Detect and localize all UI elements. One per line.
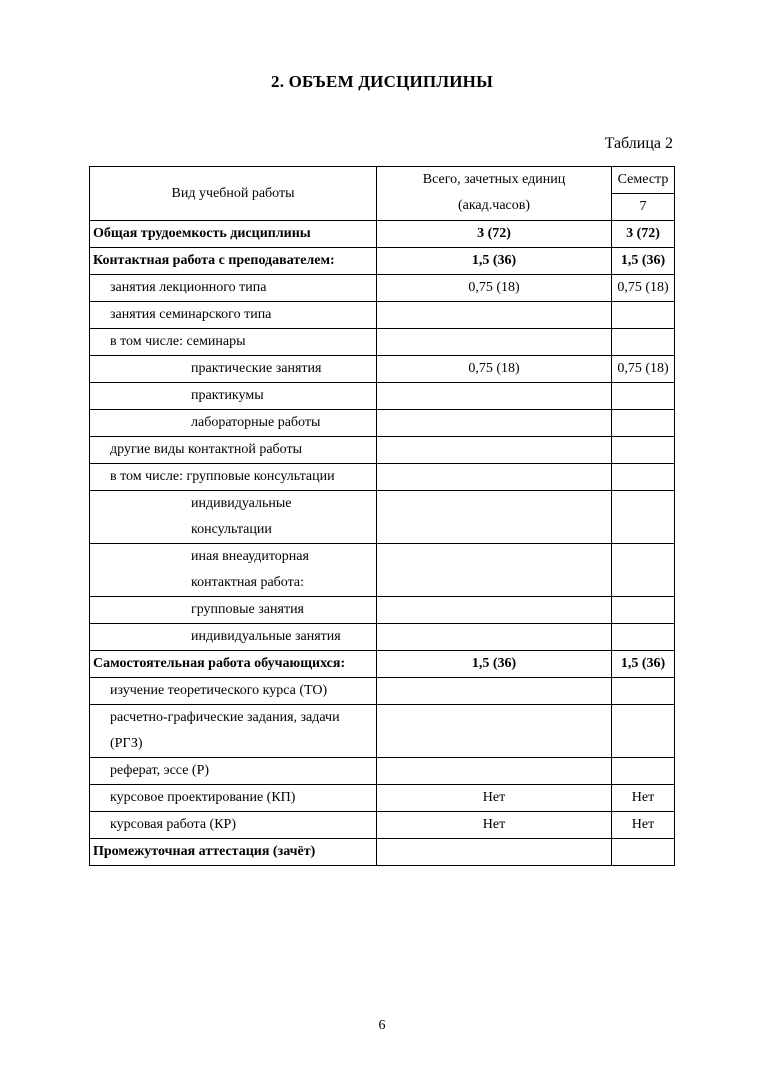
row-label	[90, 544, 377, 597]
table-row	[90, 248, 675, 275]
table-row	[90, 624, 675, 651]
table-row	[90, 329, 675, 356]
table-row	[90, 705, 675, 758]
row-semester	[612, 624, 675, 651]
row-total	[377, 437, 612, 464]
table-label: Таблица 2	[604, 135, 673, 152]
table-row	[90, 410, 675, 437]
row-total	[377, 302, 612, 329]
header-semester: Семестр	[612, 167, 675, 194]
row-label: Самостоятельная работа обучающихся:	[90, 651, 377, 678]
table-row	[90, 356, 675, 383]
row-total: 0,75 (18)	[377, 356, 612, 383]
row-total	[377, 758, 612, 785]
row-label: практические занятия	[90, 356, 377, 383]
row-semester	[612, 678, 675, 705]
table-row	[90, 302, 675, 329]
row-semester	[612, 437, 675, 464]
table-row	[90, 812, 675, 839]
row-total: 0,75 (18)	[377, 275, 612, 302]
row-label: лабораторные работы	[90, 410, 377, 437]
row-total	[377, 464, 612, 491]
page-title: 2. ОБЪЕМ ДИСЦИПЛИНЫ	[271, 72, 493, 91]
row-label: занятия семинарского типа	[90, 302, 377, 329]
table-row	[90, 597, 675, 624]
row-label: курсовая работа (КР)	[90, 812, 377, 839]
row-label	[90, 491, 377, 544]
row-label: в том числе: семинары	[90, 329, 377, 356]
row-total: Нет	[377, 812, 612, 839]
table-row	[90, 275, 675, 302]
row-total: 1,5 (36)	[377, 651, 612, 678]
row-semester	[612, 839, 675, 866]
row-semester: Нет	[612, 785, 675, 812]
row-semester: 1,5 (36)	[612, 248, 675, 275]
row-semester: Нет	[612, 812, 675, 839]
table-row	[90, 437, 675, 464]
row-semester: 1,5 (36)	[612, 651, 675, 678]
table-row	[90, 544, 675, 597]
header-total-line2: (акад.часов)	[457, 198, 531, 213]
row-semester: 0,75 (18)	[612, 275, 675, 302]
table-row	[90, 839, 675, 866]
row-semester	[612, 302, 675, 329]
row-total	[377, 329, 612, 356]
row-semester	[612, 464, 675, 491]
table-row	[90, 491, 675, 544]
row-total	[377, 705, 612, 758]
table-row	[90, 651, 675, 678]
header-total	[377, 167, 612, 221]
row-total: 1,5 (36)	[377, 248, 612, 275]
table-row	[90, 758, 675, 785]
row-label: реферат, эссе (Р)	[90, 758, 377, 785]
row-semester	[612, 597, 675, 624]
row-label-line1: иная внеаудиторная	[191, 549, 309, 564]
table-row	[90, 464, 675, 491]
row-label: Общая трудоемкость дисциплины	[90, 221, 377, 248]
row-semester	[612, 383, 675, 410]
row-label: занятия лекционного типа	[90, 275, 377, 302]
row-label-line2: контактная работа:	[191, 575, 305, 590]
row-total	[377, 544, 612, 597]
row-label: изучение теоретического курса (ТО)	[90, 678, 377, 705]
row-label: Промежуточная аттестация (зачёт)	[90, 839, 377, 866]
table-row	[90, 221, 675, 248]
row-total	[377, 678, 612, 705]
row-semester	[612, 491, 675, 544]
row-total: 3 (72)	[377, 221, 612, 248]
row-label: курсовое проектирование (КП)	[90, 785, 377, 812]
table-row	[90, 383, 675, 410]
row-label-line1: расчетно-графические задания, задачи	[110, 710, 340, 725]
row-total	[377, 410, 612, 437]
row-semester	[612, 544, 675, 597]
row-label: Контактная работа с преподавателем:	[90, 248, 377, 275]
row-semester: 0,75 (18)	[612, 356, 675, 383]
row-semester: 3 (72)	[612, 221, 675, 248]
header-total-line1: Всего, зачетных единиц	[422, 172, 566, 187]
row-total: Нет	[377, 785, 612, 812]
row-label: групповые занятия	[90, 597, 377, 624]
page-number: 6	[378, 1018, 386, 1033]
discipline-volume-table	[89, 166, 675, 866]
row-label-line2: консультации	[191, 522, 272, 537]
table-header-row	[90, 167, 675, 194]
row-semester	[612, 329, 675, 356]
row-total	[377, 839, 612, 866]
row-semester	[612, 758, 675, 785]
table-row	[90, 785, 675, 812]
row-total	[377, 491, 612, 544]
row-label-line2: (РГЗ)	[110, 736, 143, 751]
row-label: другие виды контактной работы	[90, 437, 377, 464]
row-semester	[612, 705, 675, 758]
table-row	[90, 678, 675, 705]
row-semester	[612, 410, 675, 437]
header-semester-number: 7	[612, 194, 675, 221]
row-label-line1: индивидуальные	[191, 496, 292, 511]
header-work-type: Вид учебной работы	[90, 167, 377, 221]
row-total	[377, 624, 612, 651]
row-label: индивидуальные занятия	[90, 624, 377, 651]
row-total	[377, 597, 612, 624]
row-total	[377, 383, 612, 410]
row-label: в том числе: групповые консультации	[90, 464, 377, 491]
row-label	[90, 705, 377, 758]
row-label: практикумы	[90, 383, 377, 410]
